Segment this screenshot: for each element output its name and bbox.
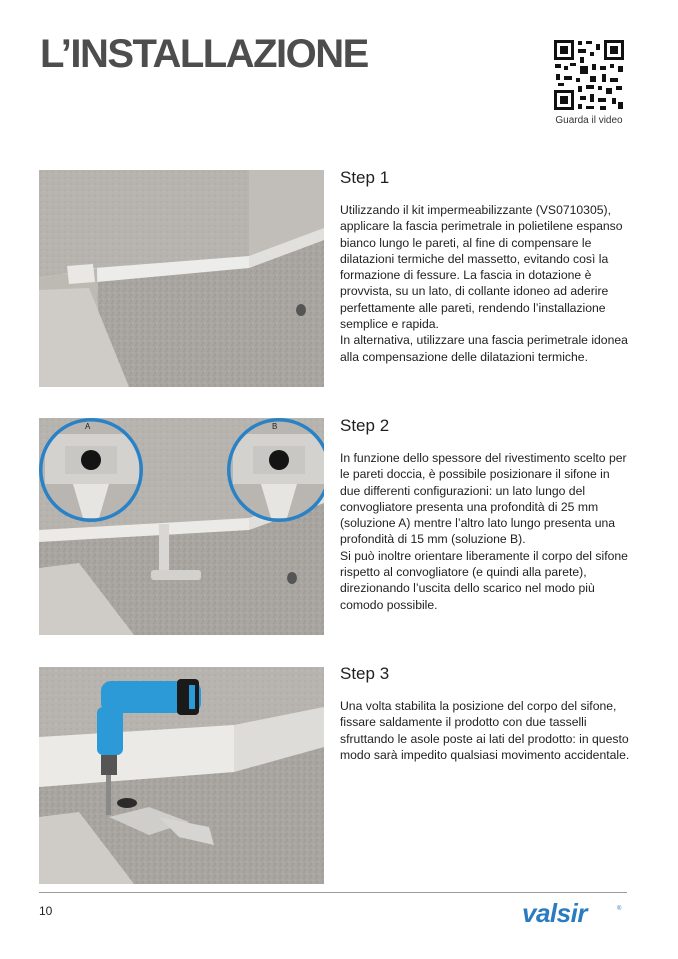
page-number: 10 (39, 904, 53, 918)
valsir-logo (520, 898, 630, 935)
step3-description (340, 698, 630, 763)
qr-code-graphic (552, 38, 626, 112)
step1-paragraph: Utilizzando il kit impermeabilizzante (VS0710305), applicare la fascia perimetrale in polietilene espanso bianco lungo le pareti, al fine di compensare le dilatazioni termiche del massetto, evitando così la formazione di fessure. La fascia in dotazione è provvista, su un lato, di collante idoneo ad aderire perfettamente alle pareti, rendendo l’installazione semplice e rapida. (340, 203, 623, 332)
qr-caption: Guarda il video (555, 115, 623, 126)
step2-description (340, 450, 630, 613)
footer-divider (39, 892, 627, 893)
qr-code[interactable] (552, 38, 626, 112)
step2-image (39, 418, 324, 635)
callout-b-label: B (272, 422, 278, 431)
step1-image (39, 170, 324, 387)
step1-paragraph: In alternativa, utilizzare una fascia perimetrale idonea alla compensazione delle dilatazioni termiche. (340, 333, 628, 364)
registered-mark: ® (617, 906, 622, 912)
step3-image (39, 667, 324, 884)
callout-a-label: A (85, 422, 91, 431)
step3-paragraph: Una volta stabilita la posizione del corpo del sifone, fissare saldamente il prodotto con due tasselli sfruttando le asole poste ai lati del prodotto: in questo modo sarà impedito qualsiasi movimento accidentale. (340, 699, 630, 762)
callout-a (39, 418, 143, 522)
step2-title: Step 2 (340, 416, 390, 435)
step2-paragraph: Si può inoltre orientare liberamente il corpo del sifone rispetto al convogliatore (e quindi alla parete), direzionando l’uscita dello scarico nel modo più comodo possibile. (340, 548, 628, 612)
logo-wordmark: valsir (522, 898, 587, 928)
step1-title: Step 1 (340, 168, 390, 187)
step2-paragraph: In funzione dello spessore del rivestimento scelto per le pareti doccia, è possibile posizionare il sifone in due differenti configurazioni: un lato lungo del convogliatore presenta una profondità di 25 mm (soluzione A) mentre l’altro lato lungo presenta una profondità di 15 mm (soluzione B). (340, 451, 627, 547)
step1-description (340, 202, 630, 365)
page-title: L’INSTALLAZIONE (40, 32, 368, 76)
step3-title: Step 3 (340, 664, 390, 683)
